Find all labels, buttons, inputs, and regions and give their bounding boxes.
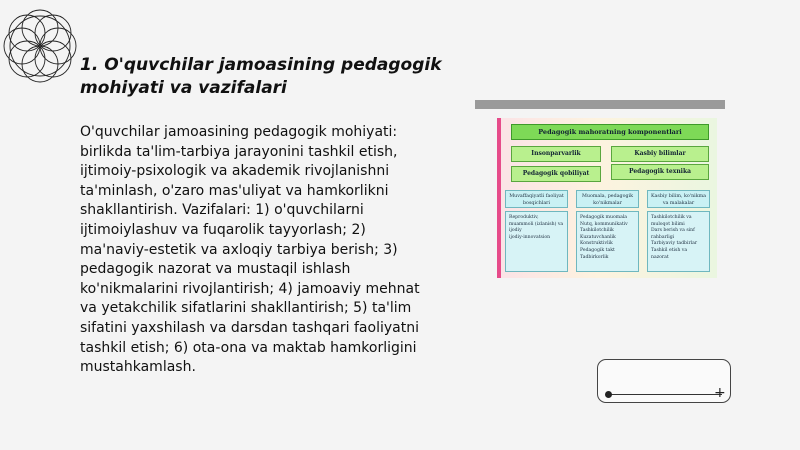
diagram-col3-list bbox=[647, 211, 710, 272]
diagram-col2-item: Kuzatuvchanlik bbox=[580, 234, 616, 240]
diagram-col3-item: Tashkilotchilik va muloqot bilimi bbox=[651, 215, 692, 227]
diagram-col3-item: Tarbiyaviy tadbirlar bbox=[651, 241, 698, 247]
diagram-col2-item: Pedagogik muomala bbox=[580, 215, 628, 220]
diagram-col2-item: Pedagogik takt bbox=[580, 247, 615, 253]
slide-title: 1. O'quvchilar jamoasining pedagogik mohiyati va vazifalari bbox=[80, 55, 442, 98]
circular-knot-logo-icon bbox=[0, 2, 80, 92]
media-player-control[interactable] bbox=[597, 359, 731, 403]
diagram-col1-item: Reproduktiv, muammoli (izlanish) va bbox=[509, 215, 564, 227]
components-diagram-image bbox=[497, 118, 717, 278]
diagram-col2-head: Muomala, pedagogik ko'nikmalar bbox=[576, 190, 639, 208]
diagram-col1-list bbox=[505, 211, 568, 272]
crosshair-plus-icon[interactable]: + bbox=[714, 385, 726, 401]
diagram-col2-list bbox=[576, 211, 639, 272]
player-timeline-track[interactable] bbox=[608, 394, 722, 395]
diagram-box-pedagogik-qobiliyat: Pedagogik qobiliyat bbox=[511, 166, 601, 182]
playhead-dot-icon[interactable] bbox=[605, 391, 612, 398]
slide-body-text: O'quvchilar jamoasining pedagogik mohiyati: birlikda ta'lim-tarbiya jarayonini tashkil etish, ijtimoiy-psixologik va akademik rivojlanishni ta'minlash, o'zaro mas'uliyat va hamkorlikni shakllantirish. Vazifalari: 1) o'quvchilarni ijtimoiylashuv va fuqarolik tayyorlash; 2) ma'naviy-estetik va axloqiy tarbiya berish; 3) pedagogik nazorat va mustaqil ishlash ko'nikmalarini rivojlantirish; 4) jamoaviy mehnat va yetakchilik sifatlarini shakllantirish; 5) ta'lim sifatini yaxshilash va darsdan tashqari faoliyatni tashkil etish; 6) ota-ona va maktab hamkorligini mustahkamlash. bbox=[80, 124, 420, 376]
diagram-box-insonparvarlik: Insonparvarlik bbox=[511, 146, 601, 162]
diagram-col1-head: Muvaffaqiyatli faoliyat bosqichlari bbox=[505, 190, 568, 208]
diagram-col3-item: Dars berish va sinf rahbarligi bbox=[651, 228, 695, 240]
diagram-col2-item: Konstruktivlik bbox=[580, 241, 613, 247]
diagram-box-pedagogik-texnika: Pedagogik texnika bbox=[611, 164, 709, 180]
diagram-col3-head: Kasbiy bilim, ko'nikma va malakalar bbox=[647, 190, 710, 208]
diagram-box-kasbiy-bilimlar: Kasbiy bilimlar bbox=[611, 146, 709, 162]
diagram-top-box: Pedagogik mahoratning komponentlari bbox=[511, 124, 709, 140]
diagram-col2-item: Tashkilotchilik bbox=[580, 228, 614, 234]
image-caption-bar bbox=[475, 100, 725, 109]
diagram-col1-item: ijodiy-innovatsion bbox=[509, 234, 551, 240]
diagram-col2-item: Tadbirkorlik bbox=[580, 254, 609, 260]
diagram-col3-item: Tashkil etish va nazorat bbox=[651, 247, 688, 260]
diagram-col1-item: ijodiy bbox=[509, 228, 522, 234]
diagram-col2-item: Nutq, kommunikativ bbox=[580, 221, 628, 227]
